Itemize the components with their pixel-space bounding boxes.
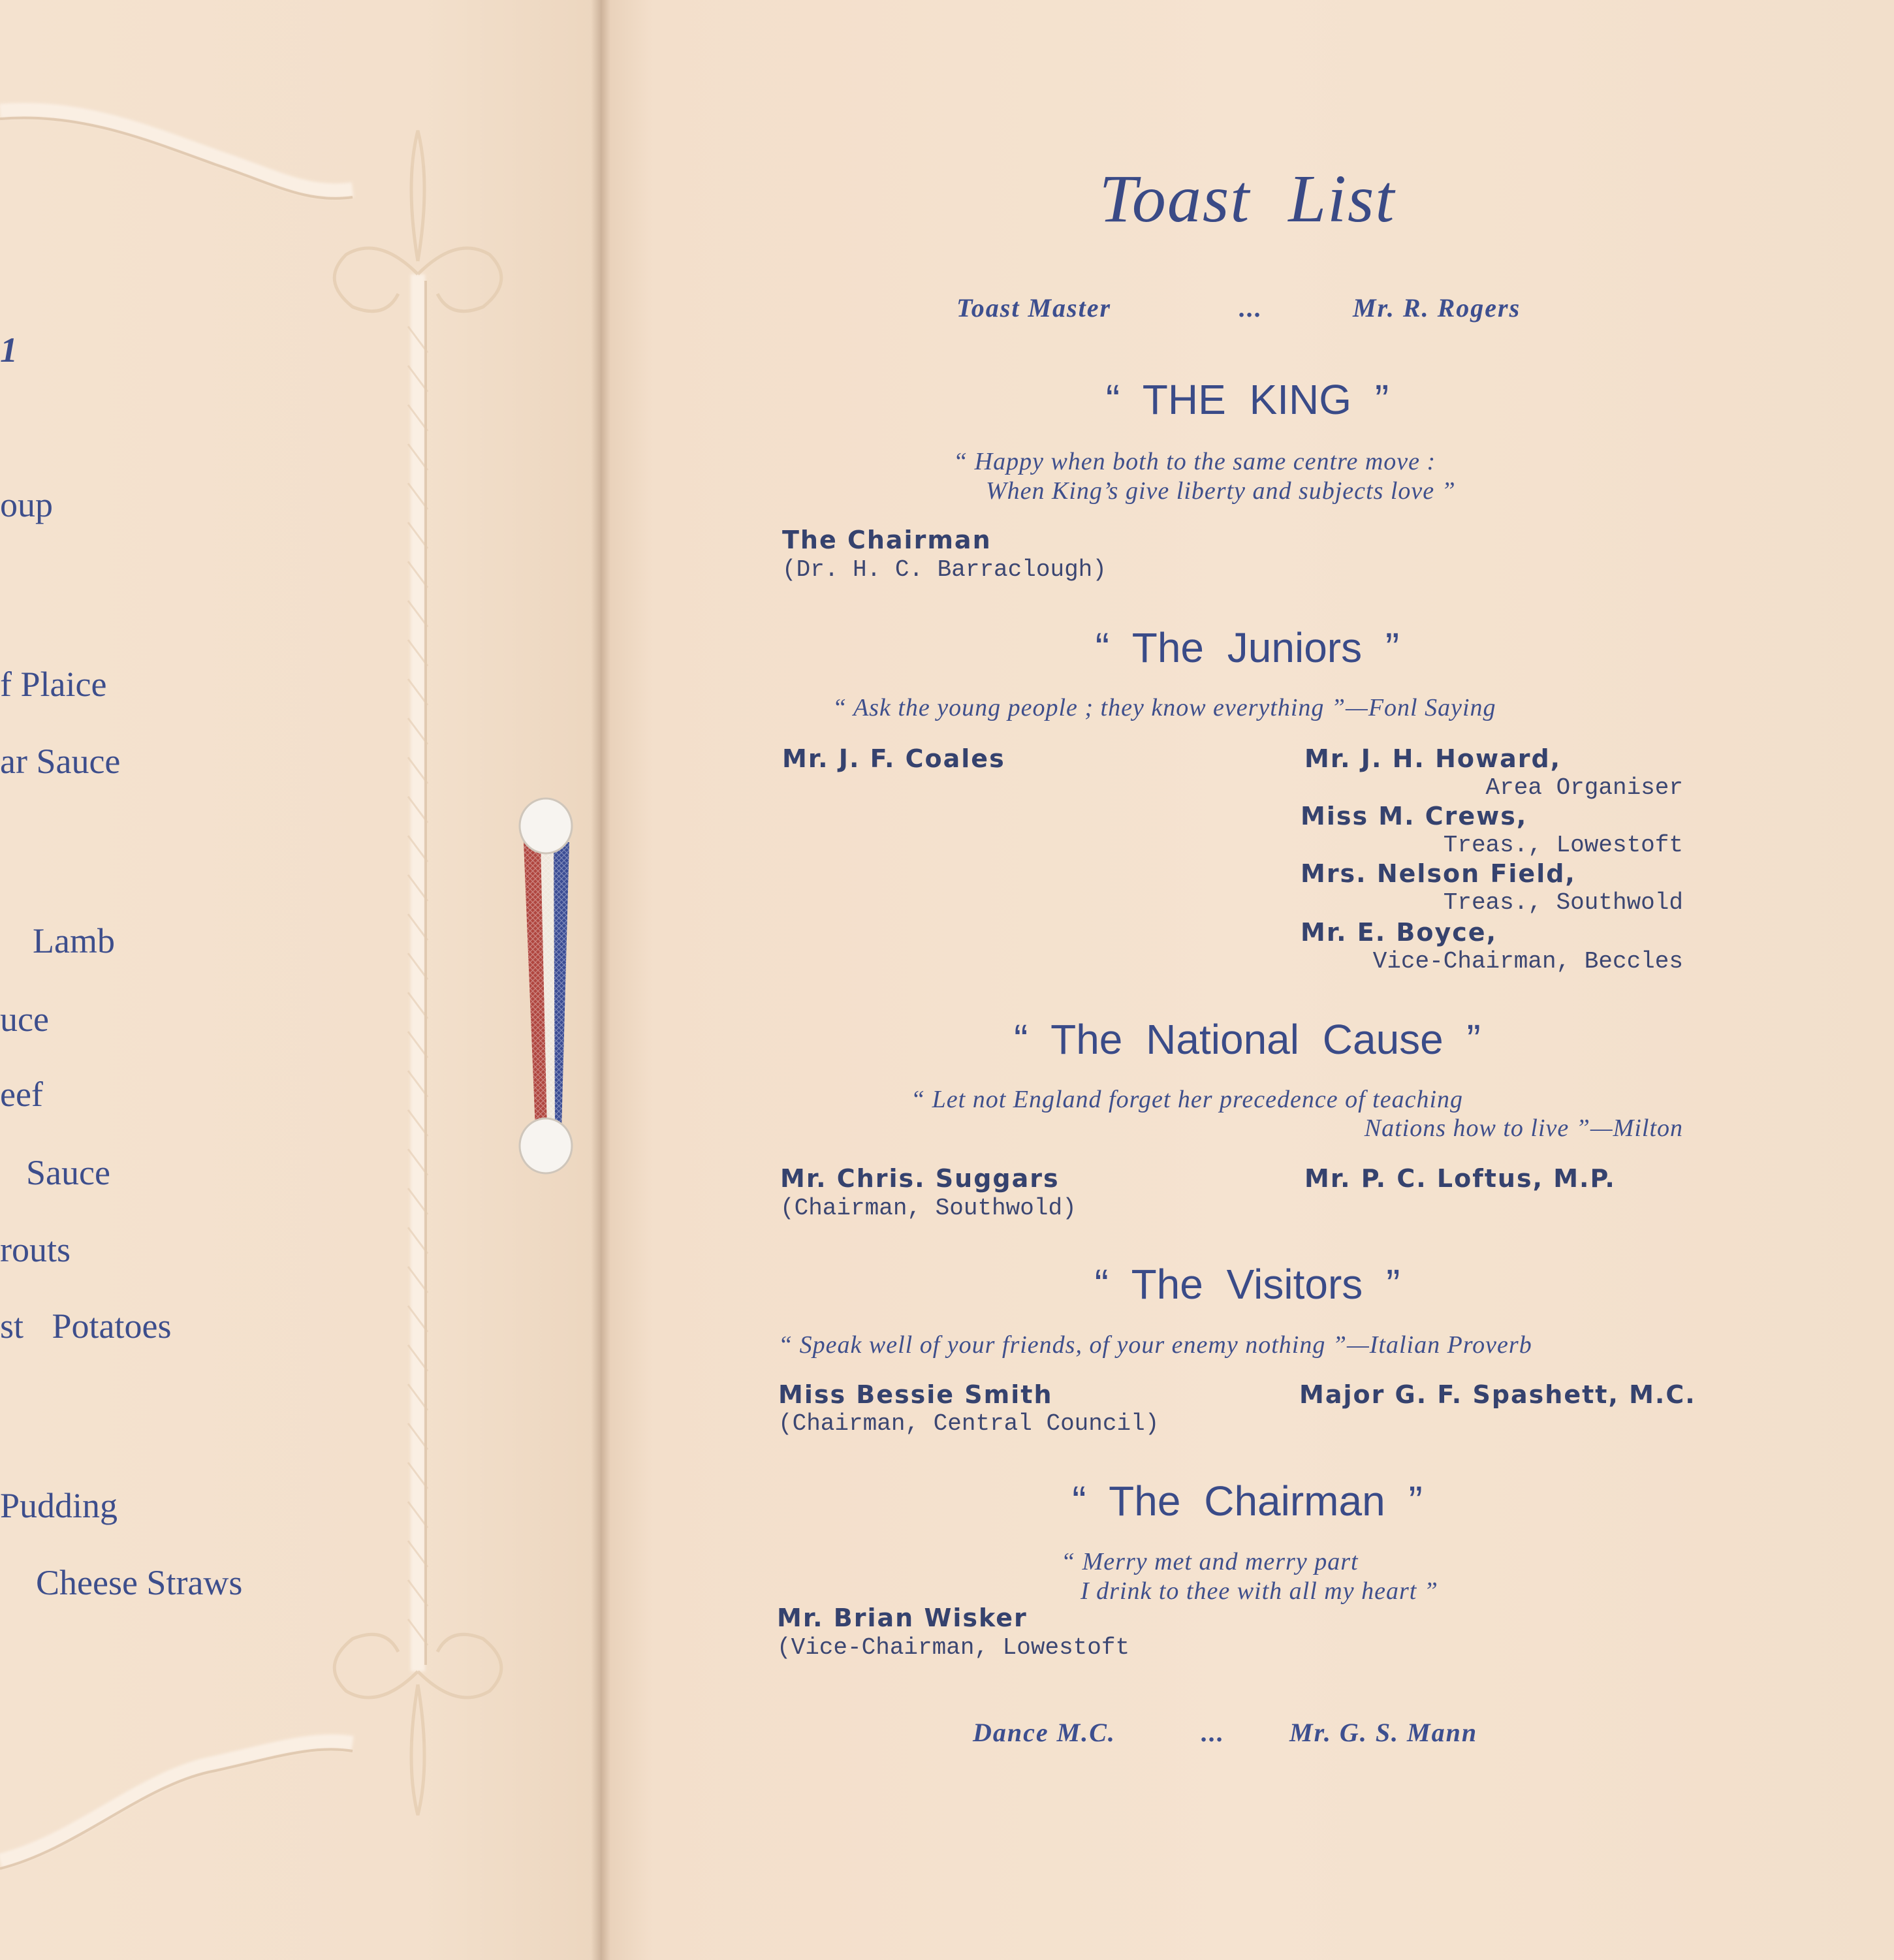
toast-quote-line: I drink to thee with all my heart ” bbox=[1081, 1577, 1438, 1605]
toast-master-name: Mr. R. Rogers bbox=[1353, 293, 1521, 323]
proposer-detail: (Chairman, Central Council) bbox=[778, 1410, 1160, 1437]
menu-item-cheese-straws: Cheese Straws bbox=[36, 1563, 243, 1602]
responder-name: Major G. F. Spashett, M.C. bbox=[1299, 1380, 1696, 1409]
proposer-name: Mr. J. F. Coales bbox=[782, 744, 1005, 773]
menu-item-pudding: Pudding bbox=[0, 1486, 118, 1525]
menu-item-beef: eef bbox=[0, 1075, 43, 1114]
toast-master-separator: ... bbox=[1239, 293, 1263, 323]
responder-detail: Treas., Southwold bbox=[1443, 889, 1683, 916]
toast-quote-line: “ Merry met and merry part bbox=[1061, 1548, 1359, 1575]
responder-name: Mrs. Nelson Field, bbox=[1301, 859, 1576, 888]
toast-heading-the-chairman: “ The Chairman ” bbox=[1072, 1478, 1423, 1525]
toast-quote-line: “ Let not England forget her precedence of teaching bbox=[911, 1086, 1464, 1113]
dance-mc-name: Mr. G. S. Mann bbox=[1289, 1718, 1478, 1747]
toast-heading-the-king: “ THE KING ” bbox=[1105, 376, 1389, 423]
right-toast-list-page bbox=[601, 0, 1894, 1960]
responder-detail: Treas., Lowestoft bbox=[1443, 832, 1683, 859]
responder-name: Mr. P. C. Loftus, M.P. bbox=[1304, 1164, 1616, 1193]
toast-heading-the-national-cause: “ The National Cause ” bbox=[1014, 1016, 1481, 1063]
responder-name: Mr. E. Boyce, bbox=[1301, 918, 1497, 947]
proposer-name: The Chairman bbox=[782, 526, 992, 554]
toast-heading-the-visitors: “ The Visitors ” bbox=[1094, 1261, 1400, 1308]
toast-quote-line: Nations how to live ”—Milton bbox=[1364, 1114, 1683, 1142]
responder-name: Miss M. Crews, bbox=[1301, 802, 1528, 830]
proposer-detail: (Chairman, Southwold) bbox=[780, 1195, 1077, 1222]
proposer-detail: (Dr. H. C. Barraclough) bbox=[782, 556, 1107, 583]
responder-detail: Area Organiser bbox=[1485, 774, 1683, 801]
menu-item-lamb: Lamb bbox=[33, 921, 115, 960]
proposer-detail: (Vice-Chairman, Lowestoft bbox=[777, 1634, 1130, 1661]
toast-heading-the-juniors: “ The Juniors ” bbox=[1095, 624, 1400, 671]
menu-item-heading-fragment: 1 bbox=[0, 330, 18, 370]
menu-item-sauce-2: Sauce bbox=[26, 1153, 110, 1192]
page-title: Toast List bbox=[1099, 161, 1396, 236]
menu-item-plaice: f Plaice bbox=[0, 665, 107, 704]
menu-item-sauce-1: ar Sauce bbox=[0, 742, 121, 781]
proposer-name: Mr. Brian Wisker bbox=[777, 1604, 1028, 1632]
dance-mc-label: Dance M.C. bbox=[973, 1718, 1116, 1747]
ribbon-top-bead bbox=[520, 798, 572, 853]
toast-quote-line: “ Happy when both to the same centre move : bbox=[953, 448, 1436, 475]
menu-item-sauce-fragment: uce bbox=[0, 1000, 49, 1039]
toast-master-label: Toast Master bbox=[956, 293, 1112, 323]
toast-quote-line: “ Ask the young people ; they know everything ”—Fonl Saying bbox=[832, 694, 1496, 721]
responder-detail: Vice-Chairman, Beccles bbox=[1372, 948, 1683, 975]
tricolour-ribbon-tie bbox=[509, 790, 581, 1182]
proposer-name: Miss Bessie Smith bbox=[778, 1380, 1053, 1409]
toast-quote-line: When King’s give liberty and subjects love ” bbox=[986, 477, 1456, 505]
menu-item-soup: oup bbox=[0, 485, 53, 524]
responder-name: Mr. J. H. Howard, bbox=[1304, 744, 1562, 773]
menu-item-potatoes: st Potatoes bbox=[0, 1306, 172, 1346]
menu-item-sprouts: routs bbox=[0, 1230, 71, 1269]
toast-quote-line: “ Speak well of your friends, of your enemy nothing ”—Italian Proverb bbox=[778, 1331, 1532, 1359]
centre-fold-crease bbox=[591, 0, 610, 1960]
proposer-name: Mr. Chris. Suggars bbox=[780, 1164, 1060, 1193]
ribbon-bottom-bead bbox=[520, 1118, 572, 1173]
dance-mc-separator: ... bbox=[1201, 1718, 1225, 1747]
